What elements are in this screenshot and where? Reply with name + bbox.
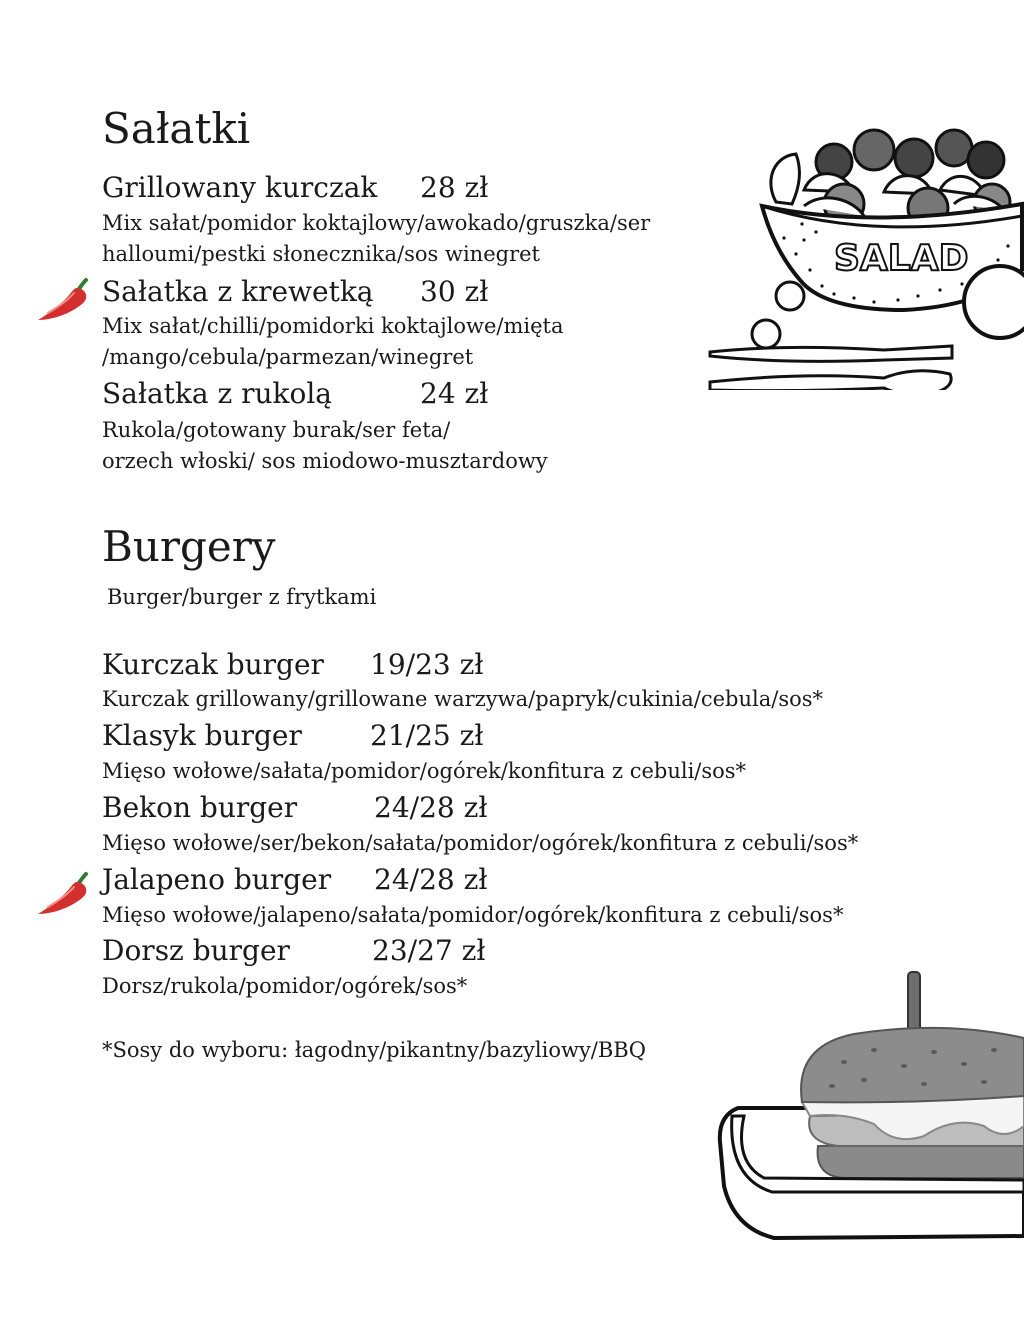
- salad-price-3: 24 zł: [420, 377, 489, 410]
- burger-desc-3: Mięso wołowe/ser/bekon/sałata/pomidor/ogórek/konfitura z cebuli/sos*: [102, 831, 859, 855]
- burger-price-1: 19/23 zł: [370, 648, 484, 681]
- salad-price-1: 28 zł: [420, 171, 489, 204]
- burger-name-2: Klasyk burger: [102, 719, 302, 752]
- burger-illustration: [714, 966, 1024, 1246]
- burger-name-5: Dorsz burger: [102, 934, 290, 967]
- salad-desc-3b: orzech włoski/ sos miodowo-musztardowy: [102, 449, 548, 473]
- chili-pepper-icon: [34, 274, 94, 324]
- salad-desc-2b: /mango/cebula/parmezan/winegret: [102, 345, 474, 369]
- salad-bowl-label: SALAD: [834, 238, 969, 279]
- burger-price-4: 24/28 zł: [374, 863, 488, 896]
- burger-desc-5: Dorsz/rukola/pomidor/ogórek/sos*: [102, 974, 468, 998]
- chili-pepper-icon: [34, 868, 94, 918]
- burger-desc-2: Mięso wołowe/sałata/pomidor/ogórek/konfitura z cebuli/sos*: [102, 759, 747, 783]
- salad-name-2: Sałatka z krewetką: [102, 275, 374, 308]
- burger-price-3: 24/28 zł: [374, 791, 488, 824]
- sauces-footnote: *Sosy do wyboru: łagodny/pikantny/bazyliowy/BBQ: [102, 1038, 646, 1062]
- salad-desc-2a: Mix sałat/chilli/pomidorki koktajlowe/mięta: [102, 314, 564, 338]
- salad-bowl-illustration: [704, 120, 1024, 390]
- burger-name-3: Bekon burger: [102, 791, 298, 824]
- salads-title: Sałatki: [102, 104, 251, 153]
- salad-price-2: 30 zł: [420, 275, 489, 308]
- salad-desc-1a: Mix sałat/pomidor koktajlowy/awokado/gruszka/ser: [102, 211, 651, 235]
- salad-desc-3a: Rukola/gotowany burak/ser feta/: [102, 418, 451, 442]
- burgers-subtitle: Burger/burger z frytkami: [107, 585, 377, 609]
- salad-desc-1b: halloumi/pestki słonecznika/sos winegret: [102, 242, 540, 266]
- burger-name-4: Jalapeno burger: [102, 863, 332, 896]
- burger-price-2: 21/25 zł: [370, 719, 484, 752]
- burger-name-1: Kurczak burger: [102, 648, 324, 681]
- salad-name-3: Sałatka z rukolą: [102, 377, 333, 410]
- burger-desc-4: Mięso wołowe/jalapeno/sałata/pomidor/ogórek/konfitura z cebuli/sos*: [102, 903, 844, 927]
- burgers-title: Burgery: [102, 522, 276, 571]
- salad-name-1: Grillowany kurczak: [102, 171, 378, 204]
- burger-desc-1: Kurczak grillowany/grillowane warzywa/papryk/cukinia/cebula/sos*: [102, 687, 824, 711]
- burger-price-5: 23/27 zł: [372, 934, 486, 967]
